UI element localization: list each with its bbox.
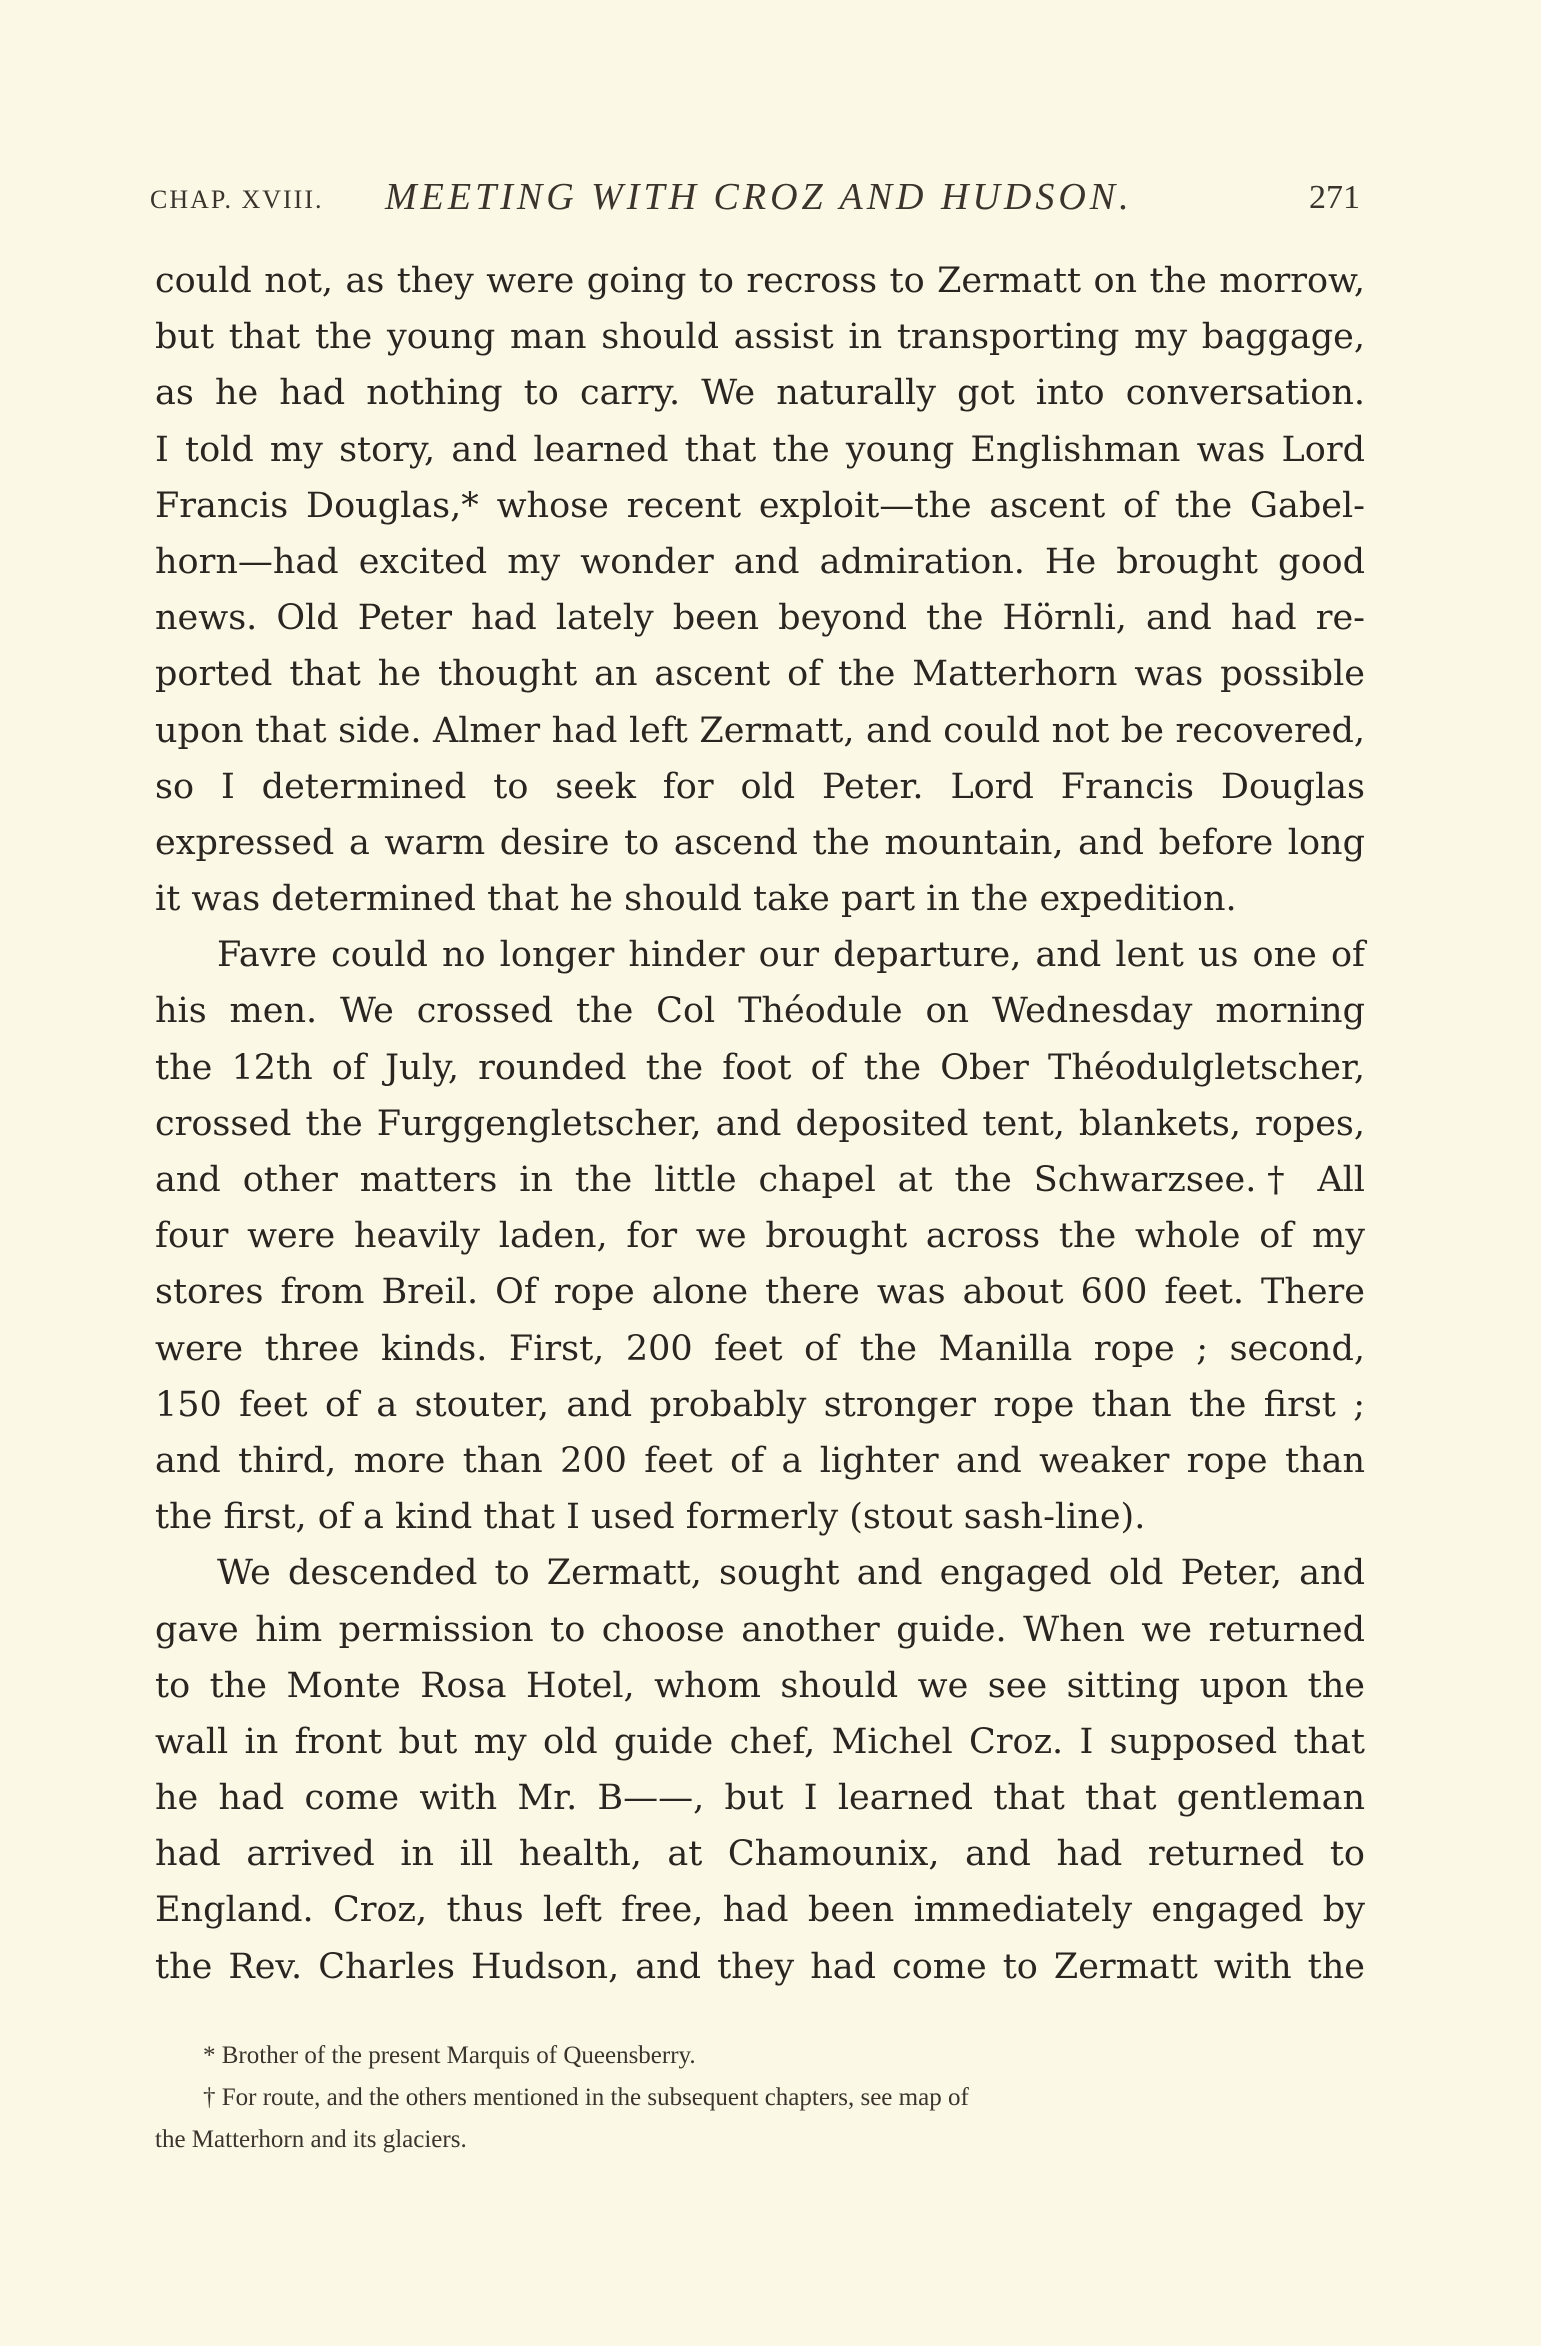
text-line: gave him permission to choose another guide. When we returned [155,1609,1365,1650]
text-line: I told my story, and learned that the young Englishman was Lord [155,429,1365,470]
text-line: the Rev. Charles Hudson, and they had come to Zermatt with the [155,1946,1365,1987]
running-header [150,175,1360,235]
text-line: four were heavily laden, for we brought across the whole of my [155,1216,1365,1257]
text-line: Francis Douglas,* whose recent exploit—the ascent of the Gabel- [155,485,1365,526]
text-line: England. Croz, thus left free, had been immediately engaged by [155,1890,1365,1931]
text-line: the first, of a kind that I used formerly (stout sash-line). [155,1497,1146,1538]
text-line: as he had nothing to carry. We naturally got into conversation. [155,373,1365,414]
text-line: ported that he thought an ascent of the Matterhorn was possible [155,654,1365,695]
text-line: were three kinds. First, 200 feet of the Manilla rope ; second, [155,1328,1365,1369]
footnotes [155,2035,1365,2161]
text-line: it was determined that he should take part in the expedition. [155,879,1237,920]
text-line: expressed a warm desire to ascend the mountain, and before long [155,822,1365,863]
text-line: Favre could no longer hinder our departure, and lent us one of [217,935,1365,976]
text-line: stores from Breil. Of rope alone there was about 600 feet. There [155,1272,1365,1313]
text-line: news. Old Peter had lately been beyond the Hörnli, and had re- [155,598,1365,639]
footnote: * Brother of the present Marquis of Queensberry. [203,2042,696,2069]
text-line: had arrived in ill health, at Chamounix, and had returned to [155,1834,1365,1875]
text-line: We descended to Zermatt, sought and engaged old Peter, and [217,1553,1365,1594]
text-line: and other matters in the little chapel at the Schwarzsee.† All [155,1160,1365,1200]
text-line: wall in front but my old guide chef, Michel Croz. I supposed that [155,1721,1365,1762]
running-title: MEETING WITH CROZ AND HUDSON. [385,176,1133,218]
text-line: the 12th of July, rounded the foot of the Ober Théodulgletscher, [155,1047,1365,1088]
body-text [155,253,1365,1995]
text-line: so I determined to seek for old Peter. Lord Francis Douglas [155,766,1365,807]
text-line: upon that side. Almer had left Zermatt, and could not be recovered, [155,710,1365,751]
text-line: to the Monte Rosa Hotel, whom should we see sitting upon the [155,1665,1365,1706]
text-line: could not, as they were going to recross to Zermatt on the morrow, [155,261,1365,301]
footnote: † For route, and the others mentioned in the subsequent chapters, see map of [203,2084,969,2111]
chapter-label: CHAP. XVIII. [150,185,324,214]
text-line: crossed the Furggengletscher, and deposited tent, blankets, ropes, [155,1103,1365,1144]
text-line: he had come with Mr. B——, but I learned that that gentleman [155,1778,1365,1819]
page-number: 271 [1309,179,1360,216]
text-line: his men. We crossed the Col Théodule on Wednesday morning [155,991,1365,1032]
text-line: and third, more than 200 feet of a lighter and weaker rope than [155,1440,1365,1481]
text-line: 150 feet of a stouter, and probably stronger rope than the first ; [155,1384,1365,1425]
text-line: but that the young man should assist in transporting my baggage, [155,317,1365,358]
text-line: horn—had excited my wonder and admiration. He brought good [155,541,1365,582]
footnote: the Matterhorn and its glaciers. [155,2126,467,2153]
